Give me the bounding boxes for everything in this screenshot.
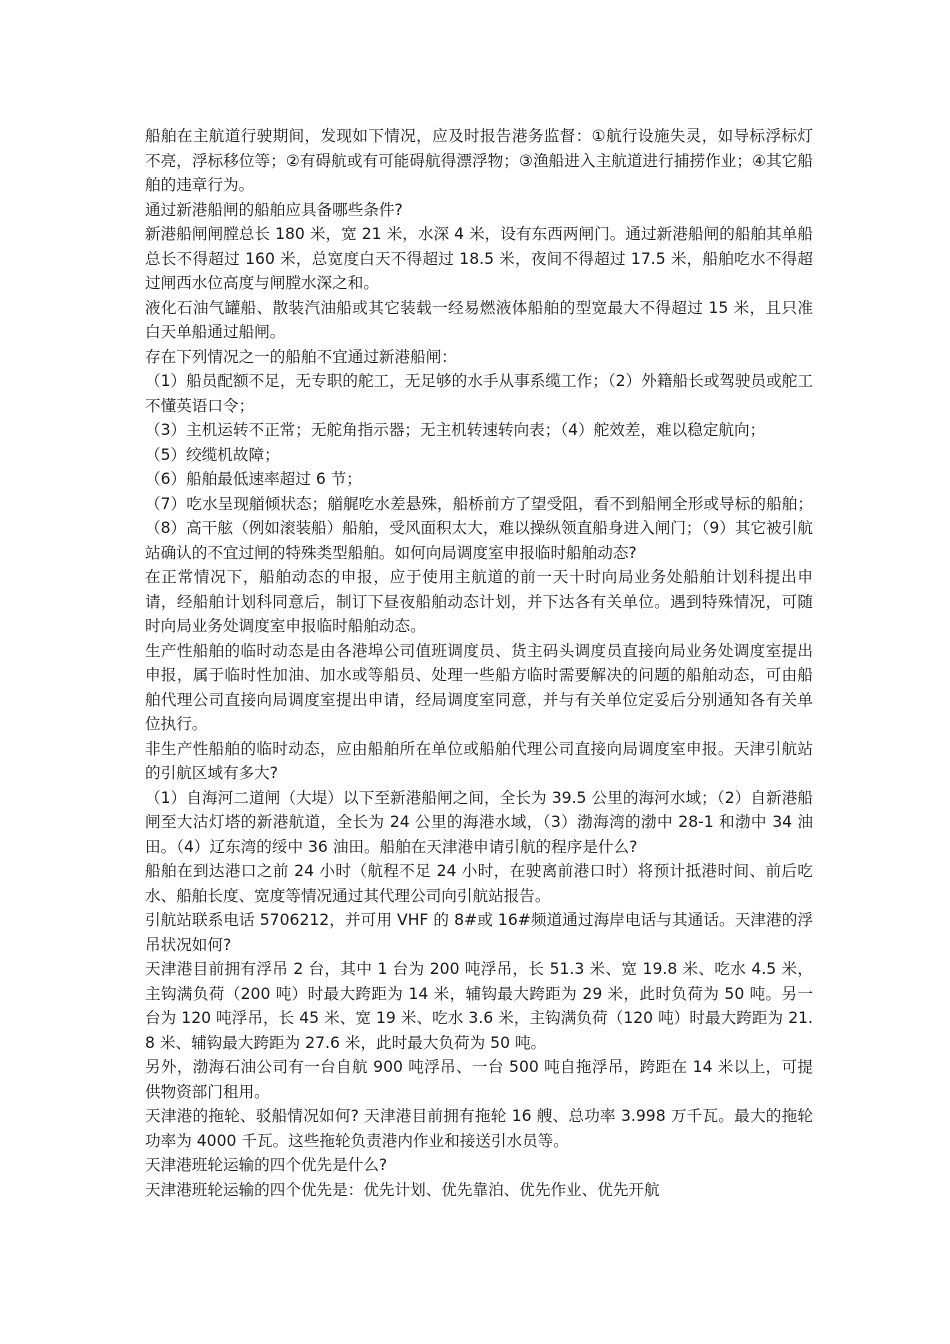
- list-item-1-2: （1）船员配额不足，无专职的舵工，无足够的水手从事系缆工作；（2）外籍船长或驾驶员或舵工不懂英语口令；: [145, 372, 813, 415]
- paragraph-tanker-limits: 液化石油气罐船、散装汽油船或其它装载一经易燃液体船舶的型宽最大不得超过 15 米，且只准白天单船通过船闸。: [145, 298, 813, 341]
- paragraph-bohai-cranes: 另外，渤海石油公司有一台自航 900 吨浮吊、一台 500 吨自拖浮吊，跨距在 14 米以上，可提供物资部门租用。: [145, 1058, 813, 1101]
- paragraph-pilot-areas: （1）自海河二道闸（大堤）以下至新港船闸之间，全长为 39.5 公里的海河水域；（2）自新港船闸至大沽灯塔的新港航道，全长为 24 公里的海港水域，（3）渤海湾的渤中 28-1 和渤中 34 油田。（4）辽东湾的绥中 36 油田。船舶在天津港申请引航的程序是什么?: [145, 788, 813, 856]
- paragraph-tugboats: 天津港的拖轮、驳船情况如何? 天津港目前拥有拖轮 16 艘、总功率 3.998 万千瓦。最大的拖轮功率为 4000 千瓦。这些拖轮负责港内作业和接送引水员等。: [145, 1107, 813, 1150]
- paragraph-productive-vessels: 生产性船舶的临时动态是由各港埠公司值班调度员、货主码头调度员直接向局业务处调度室提出申报，属于临时性加油、加水或等船员、处理一些船方临时需要解决的问题的船舶动态，可由船舶代理公司直接向局调度室提出申请，经局调度室同意，并与有关单位定妥后分别通知各有关单位执行。: [145, 641, 813, 733]
- paragraph-lock-dimensions: 新港船闸闸膛总长 180 米，宽 21 米，水深 4 米，设有东西两闸门。通过新港船闸的船舶其单船总长不得超过 160 米，总宽度白天不得超过 18.5 米，夜间不得超过 17.5 米，船舶吃水不得超过闸西水位高度与闸膛水深之和。: [145, 225, 813, 292]
- question-lock-conditions: 通过新港船闸的船舶应具备哪些条件?: [145, 200, 403, 219]
- paragraph-pilot-contact: 引航站联系电话 5706212，并可用 VHF 的 8#或 16#频道通过海岸电话与其通话。天津港的浮吊状况如何?: [145, 911, 813, 954]
- paragraph-liner-priorities: 天津港班轮运输的四个优先是：优先计划、优先靠泊、优先作业、优先开航: [145, 1180, 660, 1199]
- paragraph-floating-cranes: 天津港目前拥有浮吊 2 台，其中 1 台为 200 吨浮吊，长 51.3 米、宽 19.8 米、吃水 4.5 米，主钩满负荷（200 吨）时最大跨距为 14 米，辅钩最大跨距为 29 米，此时负荷为 50 吨。另一台为 120 吨浮吊，长 45 米、宽 19 米、吃水 3.6 米，主钩满负荷（120 吨）时最大跨距为 21.8 米、辅钩最大跨距为 27.6 米，此时最大负荷为 50 吨。: [145, 960, 813, 1052]
- list-item-5: （5）绞缆机故障；: [145, 445, 280, 464]
- list-item-3-4: （3）主机运转不正常；无舵角指示器；无主机转速转向表；（4）舵效差，难以稳定航向；: [145, 421, 766, 439]
- paragraph-nonproductive-vessels: 非生产性船舶的临时动态，应由船舶所在单位或船舶代理公司直接向局调度室申报。天津引航站的引航区域有多大?: [145, 739, 813, 782]
- paragraph-unfit-heading: 存在下列情况之一的船舶不宜通过新港船闸：: [145, 347, 457, 366]
- list-item-7-9: （7）吃水呈现艏倾状态；艏艉吃水差悬殊，船桥前方了望受阻，看不到船闸全形或导标的船舶；（8）高干舷（例如滚装船）船舶，受风面积太大，难以操纵领直船身进入闸门；（9）其它被引航站确认的不宜过闸的特殊类型船舶。如何向局调度室申报临时船舶动态?: [145, 494, 813, 562]
- document-body: [145, 124, 813, 1202]
- list-item-6: （6）船舶最低速率超过 6 节；: [145, 470, 362, 488]
- paragraph-normal-reporting: 在正常情况下，船舶动态的申报，应于使用主航道的前一天十时向局业务处船舶计划科提出申请，经船舶计划科同意后，制订下昼夜船舶动态计划，并下达各有关单位。遇到特殊情况，可随时向局业务处调度室申报临时船舶动态。: [145, 568, 813, 635]
- question-liner-priorities: 天津港班轮运输的四个优先是什么?: [145, 1156, 388, 1174]
- paragraph-lane-reporting: 船舶在主航道行驶期间，发现如下情况，应及时报告港务监督：①航行设施失灵，如导标浮标灯不亮，浮标移位等；②有碍航或有可能碍航得漂浮物；③渔船进入主航道进行捕捞作业；④其它船舶的违章行为。: [145, 127, 813, 194]
- paragraph-pilot-procedure: 船舶在到达港口之前 24 小时（航程不足 24 小时，在驶离前港口时）将预计抵港时间、前后吃水、船舶长度、宽度等情况通过其代理公司向引航站报告。: [145, 862, 813, 905]
